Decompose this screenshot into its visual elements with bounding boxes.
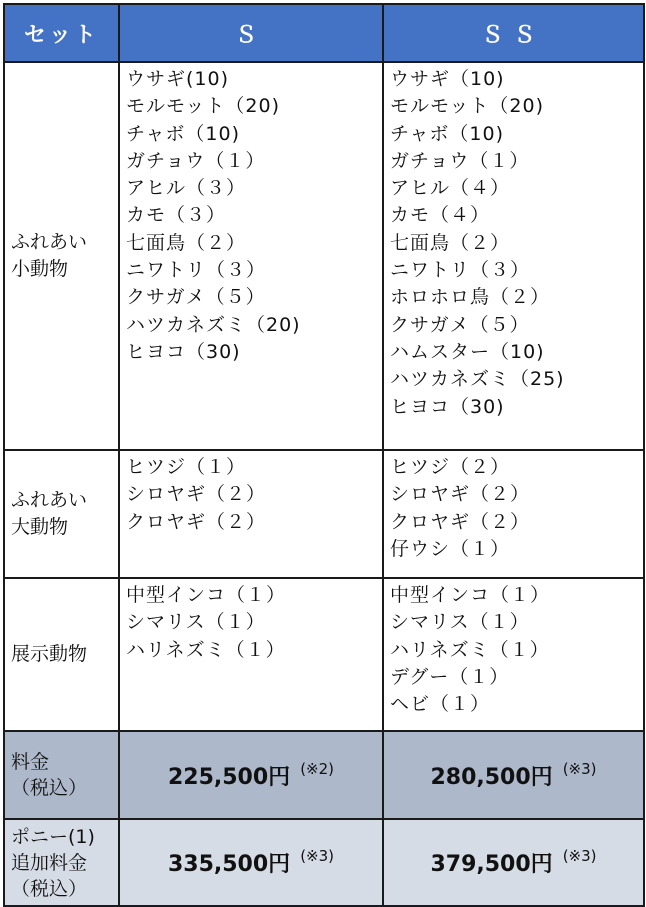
header-row bbox=[4, 4, 644, 62]
row-label-line: 大動物 bbox=[11, 516, 69, 538]
list-item: アヒル（３） bbox=[126, 177, 247, 200]
price-value: 379,500円 bbox=[430, 852, 553, 877]
row-small-animals bbox=[4, 62, 644, 450]
list-item: カモ（４） bbox=[390, 204, 491, 227]
row-large-animals bbox=[4, 450, 644, 578]
row-label-exhibit-animals: 展示動物 bbox=[4, 578, 119, 731]
list-item: シロヤギ（２） bbox=[126, 483, 267, 506]
list-item: ハムスター（10) bbox=[390, 340, 545, 363]
list-item: 七面鳥（２） bbox=[126, 231, 247, 254]
row-exhibit-animals bbox=[4, 578, 644, 731]
list-item: クロヤギ（２） bbox=[390, 510, 531, 533]
list-item: チャボ（10) bbox=[126, 122, 241, 145]
price-note: (※3) bbox=[562, 847, 597, 865]
list-item: ニワトリ（３） bbox=[390, 259, 531, 282]
list-item: ガチョウ（１） bbox=[390, 149, 530, 172]
small-animals-ss-list bbox=[383, 62, 644, 450]
list-item: シマリス（１） bbox=[126, 611, 266, 634]
list-item: ガチョウ（１） bbox=[126, 149, 266, 172]
row-price bbox=[4, 731, 644, 819]
row-label-line: 料金 bbox=[11, 751, 50, 773]
row-label-line: （税込） bbox=[11, 877, 88, 900]
row-label-pony bbox=[4, 819, 119, 906]
list-item: チャボ（10) bbox=[390, 122, 505, 145]
pony-price-s bbox=[119, 819, 383, 906]
list-item: ヒヨコ（30) bbox=[390, 395, 505, 418]
list-item: ヒツジ（２） bbox=[390, 456, 511, 478]
animal-set-table bbox=[3, 3, 645, 907]
list-item: ウサギ（10) bbox=[390, 68, 505, 90]
list-item: ハリネズミ（１） bbox=[126, 638, 286, 661]
list-item: 七面鳥（２） bbox=[390, 231, 511, 254]
exhibit-animals-s-list bbox=[119, 578, 383, 731]
list-item: クサガメ（５） bbox=[126, 286, 266, 309]
row-label-line: 小動物 bbox=[11, 258, 69, 280]
list-item: クサガメ（５） bbox=[390, 313, 530, 336]
list-item: 仔ウシ（１） bbox=[390, 537, 511, 560]
row-label-line: （税込） bbox=[11, 777, 88, 799]
row-label-line: ふれあい bbox=[11, 489, 88, 511]
row-label-large-animals bbox=[4, 450, 119, 578]
list-item: ホロホロ鳥（２） bbox=[390, 286, 551, 309]
list-item: モルモット（20) bbox=[390, 95, 545, 118]
price-ss bbox=[383, 731, 644, 819]
exhibit-animals-ss-list bbox=[383, 578, 644, 731]
list-item: シロヤギ（２） bbox=[390, 483, 531, 506]
list-item: ヒツジ（１） bbox=[126, 456, 247, 478]
list-item: ハリネズミ（１） bbox=[390, 638, 550, 661]
price-value: 335,500円 bbox=[167, 852, 291, 877]
row-label-line: ポニー(1) bbox=[11, 825, 95, 848]
list-item: モルモット（20) bbox=[126, 95, 281, 118]
price-note: (※3) bbox=[562, 759, 597, 778]
row-label-price bbox=[4, 731, 119, 819]
list-item: ハツカネズミ（25) bbox=[390, 368, 565, 391]
list-item: ニワトリ（３） bbox=[126, 259, 267, 282]
price-value: 280,500円 bbox=[430, 764, 553, 790]
row-label-small-animals bbox=[4, 62, 119, 450]
small-animals-s-list bbox=[119, 62, 383, 450]
price-value: 225,500円 bbox=[167, 764, 291, 790]
list-item: ヒヨコ（30) bbox=[126, 340, 241, 363]
pony-price-ss bbox=[383, 819, 644, 906]
header-col-s: Ｓ bbox=[119, 4, 383, 62]
header-set-label: セット bbox=[4, 4, 119, 62]
price-note: (※3) bbox=[300, 847, 335, 865]
price-s bbox=[119, 731, 383, 819]
list-item: 中型インコ（１） bbox=[126, 584, 287, 606]
large-animals-ss-list bbox=[383, 450, 644, 578]
list-item: 中型インコ（１） bbox=[390, 584, 551, 606]
list-item: カモ（３） bbox=[126, 204, 227, 227]
header-col-ss: ＳＳ bbox=[383, 4, 644, 62]
price-note: (※2) bbox=[300, 759, 335, 778]
list-item: アヒル（４） bbox=[390, 177, 511, 200]
row-pony-price bbox=[4, 819, 644, 906]
row-label-line: 追加料金 bbox=[11, 851, 88, 874]
list-item: デグー（１） bbox=[390, 665, 510, 688]
list-item: ウサギ(10) bbox=[126, 68, 230, 90]
list-item: クロヤギ（２） bbox=[126, 510, 267, 533]
list-item: ハツカネズミ（20) bbox=[126, 313, 301, 336]
list-item: シマリス（１） bbox=[390, 611, 530, 634]
large-animals-s-list bbox=[119, 450, 383, 578]
list-item: ヘビ（１） bbox=[390, 693, 491, 716]
row-label-line: ふれあい bbox=[11, 231, 88, 253]
